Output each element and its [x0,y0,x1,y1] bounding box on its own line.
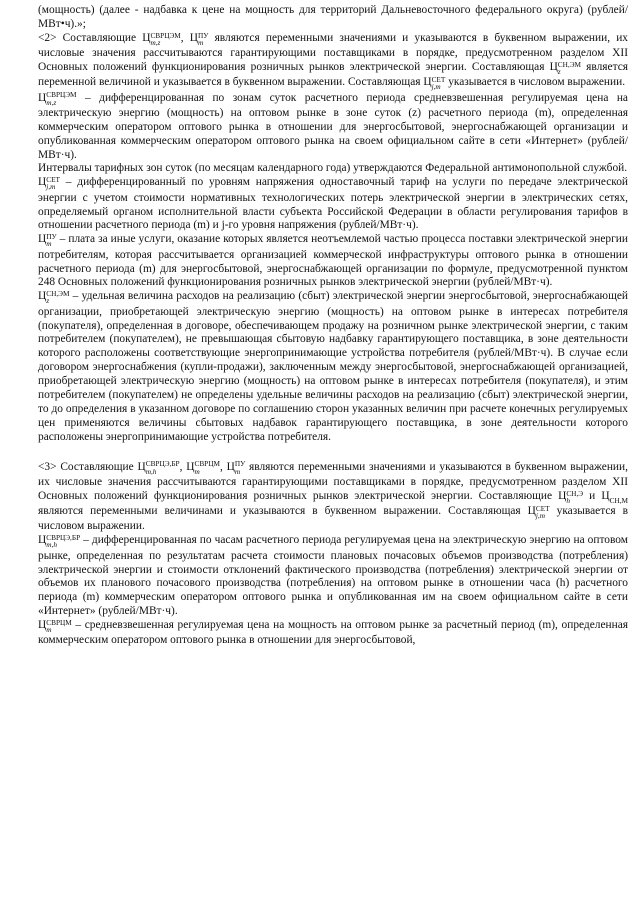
text-run: – средневзвешенная регулируемая цена на мощность на оптовом рынке за расчетный период (m), определенная коммерческим оператором оптового рынка в отношении для энергосбытовой, [38,619,628,647]
symbol-subscript: m [194,467,200,476]
symbol-subscript: j,m [535,512,545,521]
paragraph-p2 [38,32,628,92]
symbol-scripts [46,620,72,635]
symbol-base: Ц [38,534,47,547]
symbol-subscript: m [234,467,241,476]
text-run: – дифференцированный по уровням напряжения одноставочный тариф на услуги по передаче электрической энергии с учетом стоимости нормативных технологических потерь электрической энергии в электрических сетях, определяемый органом исполнительной власти субъекта Российской Федерации в области регулирования тарифов в отношении расчетного периода (m) и j-го уровня напряжения (рублей/МВт·ч). [38,176,628,232]
symbol-superscript: СВРЦЭМ [150,31,181,40]
formula-symbol [226,460,246,476]
symbol-scripts [46,92,76,107]
symbol-superscript: СН,Э [566,489,584,498]
text-run: являются переменными значениями и указываются в буквенном выражении, их числовые значения рассчитываются гарантирующими поставщиками в порядке, предусмотренном разделом XII Основных положений функционирования розничных рынков электрической энергии. Составляющая [38,31,628,73]
symbol-subscript: z [557,67,561,76]
symbol-superscript: СВРЦМ [46,618,72,627]
text-run: (мощность) (далее - надбавка к цене на мощность для территорий Дальневосточного федерального округа) (рублей/МВт•ч).»; [38,4,628,30]
formula-symbol [527,504,550,521]
symbol-superscript: ПУ [198,31,209,40]
symbol-superscript: СВРЦЭ,БР [145,460,180,469]
symbol-subscript: h [566,496,570,505]
symbol-scripts [536,506,550,521]
symbol-base: Ц [186,460,195,473]
symbol-scripts [432,77,446,92]
symbol-subscript: m [198,38,204,47]
symbol-base: Ц [38,619,47,632]
symbol-base: Ц [38,290,47,303]
paragraph-p1 [38,4,628,32]
symbol-superscript: ПУ [46,233,57,242]
text-run: указывается в числовом выражении. [445,76,626,89]
symbol-base: Ц [38,176,47,189]
symbol-base: Ц [38,233,47,246]
symbol-subscript: j,m [46,183,56,192]
formula-symbol [423,75,446,92]
text-run: – дифференцированная по зонам суток расчетного периода средневзвешенная регулируемая цена на электрическую энергию (мощность) на оптовом рынке в зоне суток (z) расчетного периода (m), определенная коммерческим оператором оптового рынка в отношении для энергосбытовой, энергоснабжающей организации и опубликованная коммерческим оператором оптового рынка на своем официальном сайте в сети «Интернет» (рублей/МВт·ч). [38,91,628,161]
symbol-subscript: j,m [431,83,441,92]
symbol-superscript: СЕТ [535,504,550,513]
symbol-base: Ц [189,31,198,44]
symbol-superscript: СН,М [609,496,628,505]
symbol-subscript: m,z [46,98,57,107]
text-run: , [179,460,187,473]
text-run: – удельная величина расходов на реализацию (сбыт) электрической энергии энергосбытовой, энергоснабжающей организации, приобретающей электрическую энергию (мощность) на оптовом рынке в интересах потребителя (покупателя), определенная в договоре, обеспечивающем продажу на розничном рынке электрической энергии, с таким потребителем (покупателем), не превышающая сбытовую надбавку гарантирующего поставщика, в зоне деятельности которого расположены соответствующие энергопринимающие устройства потребителя (рублей/МВт·ч). В случае если договором энергоснабжения (купли-продажи), заключенным между энергосбытовой, энергоснабжающей организацией, приобретающей электрическую энергию (мощность) на оптовом рынке в интересах потребителя (покупателя), и этим потребителем (покупателем) не определены удельные величины расходов на реализацию (сбыт) электрической энергии, то до определения в указанном договоре по соглашению сторон указанных величин при расчете конечных регулируемых цен применяются величины сбытовых надбавок гарантирующего поставщика, в зоне деятельности которого расположены энергопринимающие устройства потребителя. [38,290,628,443]
paragraph-p4 [38,162,628,176]
text-run: – плата за иные услуги, оказание которых является неотъемлемой частью процесса поставки электрической энергии потребителям, которая рассчитывается организацией коммерческой инфраструктуры оптового рынка в отношении расчетного периода (m) для энергосбытовой, энергоснабжающей организации по формуле, предусмотренной пунктом 248 Основных положений функционирования розничных рынков электрической энергии (рублей/МВт·ч). [38,233,628,289]
formula-symbol [189,31,209,47]
paragraph-p10 [38,619,628,648]
formula-symbol [38,91,77,107]
paragraph-p9 [38,534,628,619]
text-run: Интервалы тарифных зон суток (по месяцам календарного года) утверждаются Федеральной антимонопольной службой. [38,162,628,175]
symbol-superscript: ПУ [234,460,246,469]
text-run: – дифференцированная по часам расчетного периода регулируемая цена на электрическую энергию на оптовом рынке, определенная по результатам расчета стоимости плановых почасовых объемов производства (потребления) электрической энергии и стоимости отклонений фактического производства (потребления) электрической энергии от объемов их планового почасового производства (потребления) на оптовом рынке в отношении часа (h) расчетного периода (m) коммерческим оператором оптового рынка и опубликованная им на своем официальном сайте в сети «Интернет» (рублей/МВт·ч). [38,534,628,618]
formula-symbol [549,60,582,76]
symbol-base: Ц [527,505,536,518]
symbol-superscript: СЕТ [46,176,60,185]
symbol-scripts [194,461,220,476]
symbol-base: Ц [226,460,235,473]
paragraph-p7 [38,290,628,444]
paragraph-p3 [38,92,628,163]
formula-symbol [38,233,57,249]
symbol-superscript: СН,ЭМ [46,290,70,299]
symbol-scripts [46,291,69,306]
symbol-scripts [198,33,208,48]
symbol-subscript: m [46,626,52,635]
symbol-base: Ц [549,61,558,73]
symbol-scripts [46,535,80,550]
text-run: являются переменными величинами и указываются в буквенном выражении. Составляющая [38,505,528,518]
formula-symbol [38,176,60,192]
text-run: являются переменными значениями и указываются в буквенном выражении, их числовые значения рассчитываются гарантирующими поставщиками в порядке, предусмотренном разделом XII Основных положений функционирования розничных рынков электрической энергии. Составляющие [38,460,628,502]
symbol-scripts [146,461,180,476]
symbol-base: Ц [142,31,151,44]
symbol-subscript: z [46,297,50,306]
symbol-scripts [150,33,180,48]
symbol-base: Ц [38,91,47,104]
text-run: , [219,460,227,473]
text-run: <2> Составляющие [38,31,143,44]
symbol-base: Ц [137,460,146,473]
formula-symbol [186,460,220,476]
symbol-subscript: m,z [150,38,161,47]
paragraph-p6 [38,233,628,290]
formula-symbol [38,618,72,635]
formula-symbol [558,489,584,505]
symbol-scripts [235,461,245,476]
symbol-superscript: СВРЦМ [194,460,220,469]
symbol-scripts [558,62,581,77]
symbol-superscript: СВРЦЭМ [46,91,77,100]
paragraph-p8 [38,461,628,535]
text-run: и [583,489,602,502]
symbol-subscript: m [46,240,52,249]
symbol-scripts [46,177,60,192]
formula-symbol [38,290,70,306]
formula-symbol [601,489,628,505]
text-run: , [180,31,190,44]
symbol-base: Ц [423,76,432,89]
text-run: указывается в числовом выражении. [38,505,629,533]
symbol-base: Ц [558,489,567,502]
symbol-superscript: СН,ЭМ [557,60,582,69]
symbol-superscript: СВРЦЭ,БР [46,534,81,543]
text-run: является переменной величиной и указывается в буквенном выражении. Составляющая [38,61,628,89]
symbol-subscript: m,h [46,541,57,550]
symbol-scripts [46,234,56,249]
symbol-scripts [566,491,583,506]
symbol-subscript: m,h [145,467,157,476]
paragraph-gap [38,445,628,461]
text-run: <3> Составляющие [38,460,138,473]
formula-symbol [142,31,181,47]
paragraph-p5 [38,176,628,233]
formula-symbol [38,534,81,550]
formula-symbol [137,460,180,476]
symbol-base: Ц [601,489,610,502]
symbol-superscript: СЕТ [431,75,446,84]
